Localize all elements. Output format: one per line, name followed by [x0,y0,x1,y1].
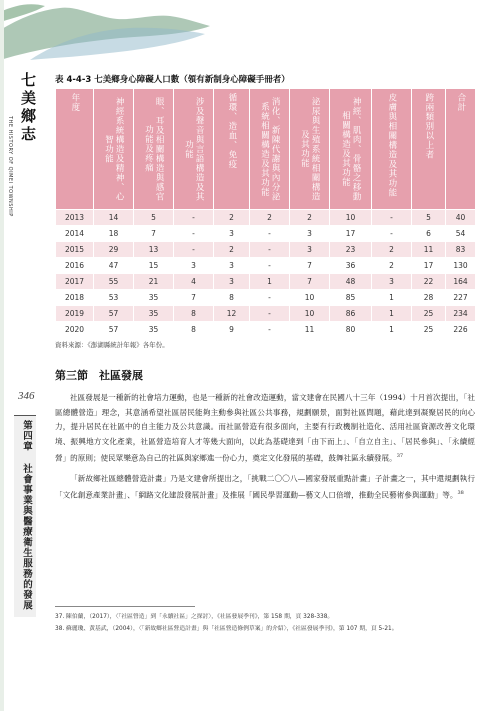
table-cell: 2015 [56,242,94,258]
table-cell: 35 [134,306,174,322]
table-cell: 8 [214,290,250,306]
table-cell: 15 [134,258,174,274]
table-row [56,322,476,338]
table-cell: 9 [214,322,250,338]
table-cell: 22 [412,274,446,290]
table-cell: 2 [290,210,330,226]
table-cell: 18 [94,226,134,242]
table-cell: 7 [134,226,174,242]
table-row [56,274,476,290]
table-row [56,242,476,258]
table-cell: 28 [412,290,446,306]
table-cell: 54 [446,226,476,242]
table-cell: 3 [290,226,330,242]
table-cell: 11 [412,242,446,258]
table-cell: 227 [446,290,476,306]
table-cell: - [250,226,290,242]
header-total: 合計 [446,89,476,210]
header-multiple: 跨兩類別以上者 [412,89,446,210]
table-cell: 48 [330,274,372,290]
table-cell: 29 [94,242,134,258]
township-brand-english: THE HISTORY OF QIMEI TOWNSHIP [7,116,13,217]
table-cell: 1 [372,290,412,306]
table-cell: 13 [134,242,174,258]
table-cell: 2 [214,210,250,226]
header-neuro: 神經系統構造及精神、心智功能 [94,89,134,210]
table-row [56,226,476,242]
table-cell: 2017 [56,274,94,290]
table-cell: 130 [446,258,476,274]
table-cell: 6 [412,226,446,242]
table-cell: 7 [290,274,330,290]
section-heading: 第三節 社區發展 [55,369,143,382]
disability-population-table [55,88,476,338]
header-circulation: 循環、造血、免疫 [214,89,250,210]
table-cell: 2013 [56,210,94,226]
footnote-ref-38: 38 [457,490,464,497]
table-cell: 2 [372,242,412,258]
table-cell: 3 [214,274,250,290]
table-cell: 57 [94,306,134,322]
table-cell: 2014 [56,226,94,242]
table-cell: 2 [214,242,250,258]
table-cell: 164 [446,274,476,290]
table-cell: - [250,258,290,274]
table-body [56,210,476,338]
table-cell: 36 [330,258,372,274]
table-cell: 17 [330,226,372,242]
page-number: 346 [18,390,35,402]
table-cell: 1 [372,322,412,338]
table-cell: 17 [412,258,446,274]
table-cell: - [250,322,290,338]
table-cell: 2016 [56,258,94,274]
table-cell: 12 [214,306,250,322]
table-cell: 3 [174,258,214,274]
table-cell: 85 [330,290,372,306]
header-digestive: 消化、新陳代謝與內分泌系統相關構造及其功能 [250,89,290,210]
township-brand-title: 七美鄉志 [19,72,37,144]
table-cell: 2018 [56,290,94,306]
table-cell: 8 [174,322,214,338]
table-cell: 4 [174,274,214,290]
table-cell: 47 [94,258,134,274]
table-cell: 40 [446,210,476,226]
table-cell: 57 [94,322,134,338]
table-caption: 表 4-4-3 七美鄉身心障礙人口數（領有新制身心障礙手冊者） [55,75,290,85]
table-cell: 80 [330,322,372,338]
header-speech: 涉及聲音與言語構造及其功能 [174,89,214,210]
table-cell: 53 [94,290,134,306]
header-skin: 皮膚與相關構造及其功能 [372,89,412,210]
footnote-38: 38. 蘇麗瓊、黃基武，（2004），〈「新故鄉社區營造計畫」與「社區營造條例草案」的介紹〉，《社區發展季刊》，第 107 期，頁 5-21。 [55,626,398,632]
header-movement: 神經、肌肉、骨骼之移動相關構造及其功能 [330,89,372,210]
table-cell: - [372,226,412,242]
table-row [56,290,476,306]
table-row [56,258,476,274]
table-cell: 86 [330,306,372,322]
footnote-ref-37: 37 [396,453,404,460]
table-cell: 2019 [56,306,94,322]
table-cell: 35 [134,290,174,306]
chapter-label-box [14,415,36,617]
table-cell: 55 [94,274,134,290]
table-cell: 25 [412,322,446,338]
paragraph-2: 「新故鄉社區總體營造計畫」乃是文建會所提出之，「挑戰二〇〇八—國家發展重點計畫」子計畫之一，其中還規劃執行「文化創意產業計畫」、「網路文化建設發展計畫」及推展「國民學習運動—藝文人口倍增，推動全民藝術參與運動」等。$^{38}$ [55,473,475,500]
table-cell: 8 [174,306,214,322]
table-cell: 5 [134,210,174,226]
table-cell: 1 [250,274,290,290]
table-cell: 3 [214,258,250,274]
header-sensory: 眼、耳及相關構造與感官功能及疼痛 [134,89,174,210]
table-cell: 7 [174,290,214,306]
table-cell: 83 [446,242,476,258]
table-cell: 3 [214,226,250,242]
footnote-37: 37. 陳伯蘭，（2017），〈「社區營造」到「永續社區」之探討〉，《社區發展季刊》，第 158 期，頁 328-338。 [55,614,334,620]
table-cell: 234 [446,306,476,322]
table-cell: - [174,242,214,258]
table-cell: 11 [290,322,330,338]
header-year: 年度 [56,89,94,210]
table-cell: 21 [134,274,174,290]
table-cell: 10 [290,306,330,322]
main-content [55,73,475,508]
table-cell: 10 [290,290,330,306]
paragraph-1: 社區發展是一種新的社會培力運動，也是一種新的社會改造運動，當文建會在民國八十三年（1994）十月首次提出，「社區總體營造」理念，其意涵希望社區居民能夠主動參與社區公共事務，規劃願景，面對社區問題，藉此達到凝聚居民的向心力，提升居民在社區中的自主能力及公共意識。而社區營造有很多面向，主要有行政機制社造化、活用社區資源改善文化環境、振興地方文化產業，社區營造培育人才等幾大面向，以此為基礎達到「由下而上」、「自立自主」、「居民參與」、「永續經營」的原則；使民眾樂意為自己的社區與家鄉進一份心力，奠定文化發展的基礎，鼓舞社區永續發展。$^{37}$ [55,393,475,463]
table-source: 資料來源：《澎湖縣統計年報》各年份。 [55,341,169,349]
table-cell: - [174,226,214,242]
table-cell: 226 [446,322,476,338]
table-cell: 35 [134,322,174,338]
table-cell: 2 [250,210,290,226]
table-cell: 3 [372,274,412,290]
table-row [56,210,476,226]
table-cell: 25 [412,306,446,322]
chapter-title: 第四章 社會事業與醫療衛生服務的發展 [21,420,32,611]
table-cell: - [250,290,290,306]
table-cell: 23 [330,242,372,258]
table-cell: - [372,210,412,226]
table-cell: 5 [412,210,446,226]
table-cell: 7 [290,258,330,274]
table-cell: 14 [94,210,134,226]
header-urinary: 泌尿與生殖系統相關構造及其功能 [290,89,330,210]
table-cell: - [250,242,290,258]
table-cell: - [174,210,214,226]
table-cell: 2020 [56,322,94,338]
table-cell: - [250,306,290,322]
footnotes [55,612,475,636]
table-row [56,306,476,322]
table-cell: 3 [290,242,330,258]
table-cell: 2 [372,258,412,274]
decorative-mountain-header [0,0,500,60]
table-cell: 10 [330,210,372,226]
table-cell: 1 [372,306,412,322]
table-header-row [56,89,476,210]
footnote-divider [55,606,195,607]
